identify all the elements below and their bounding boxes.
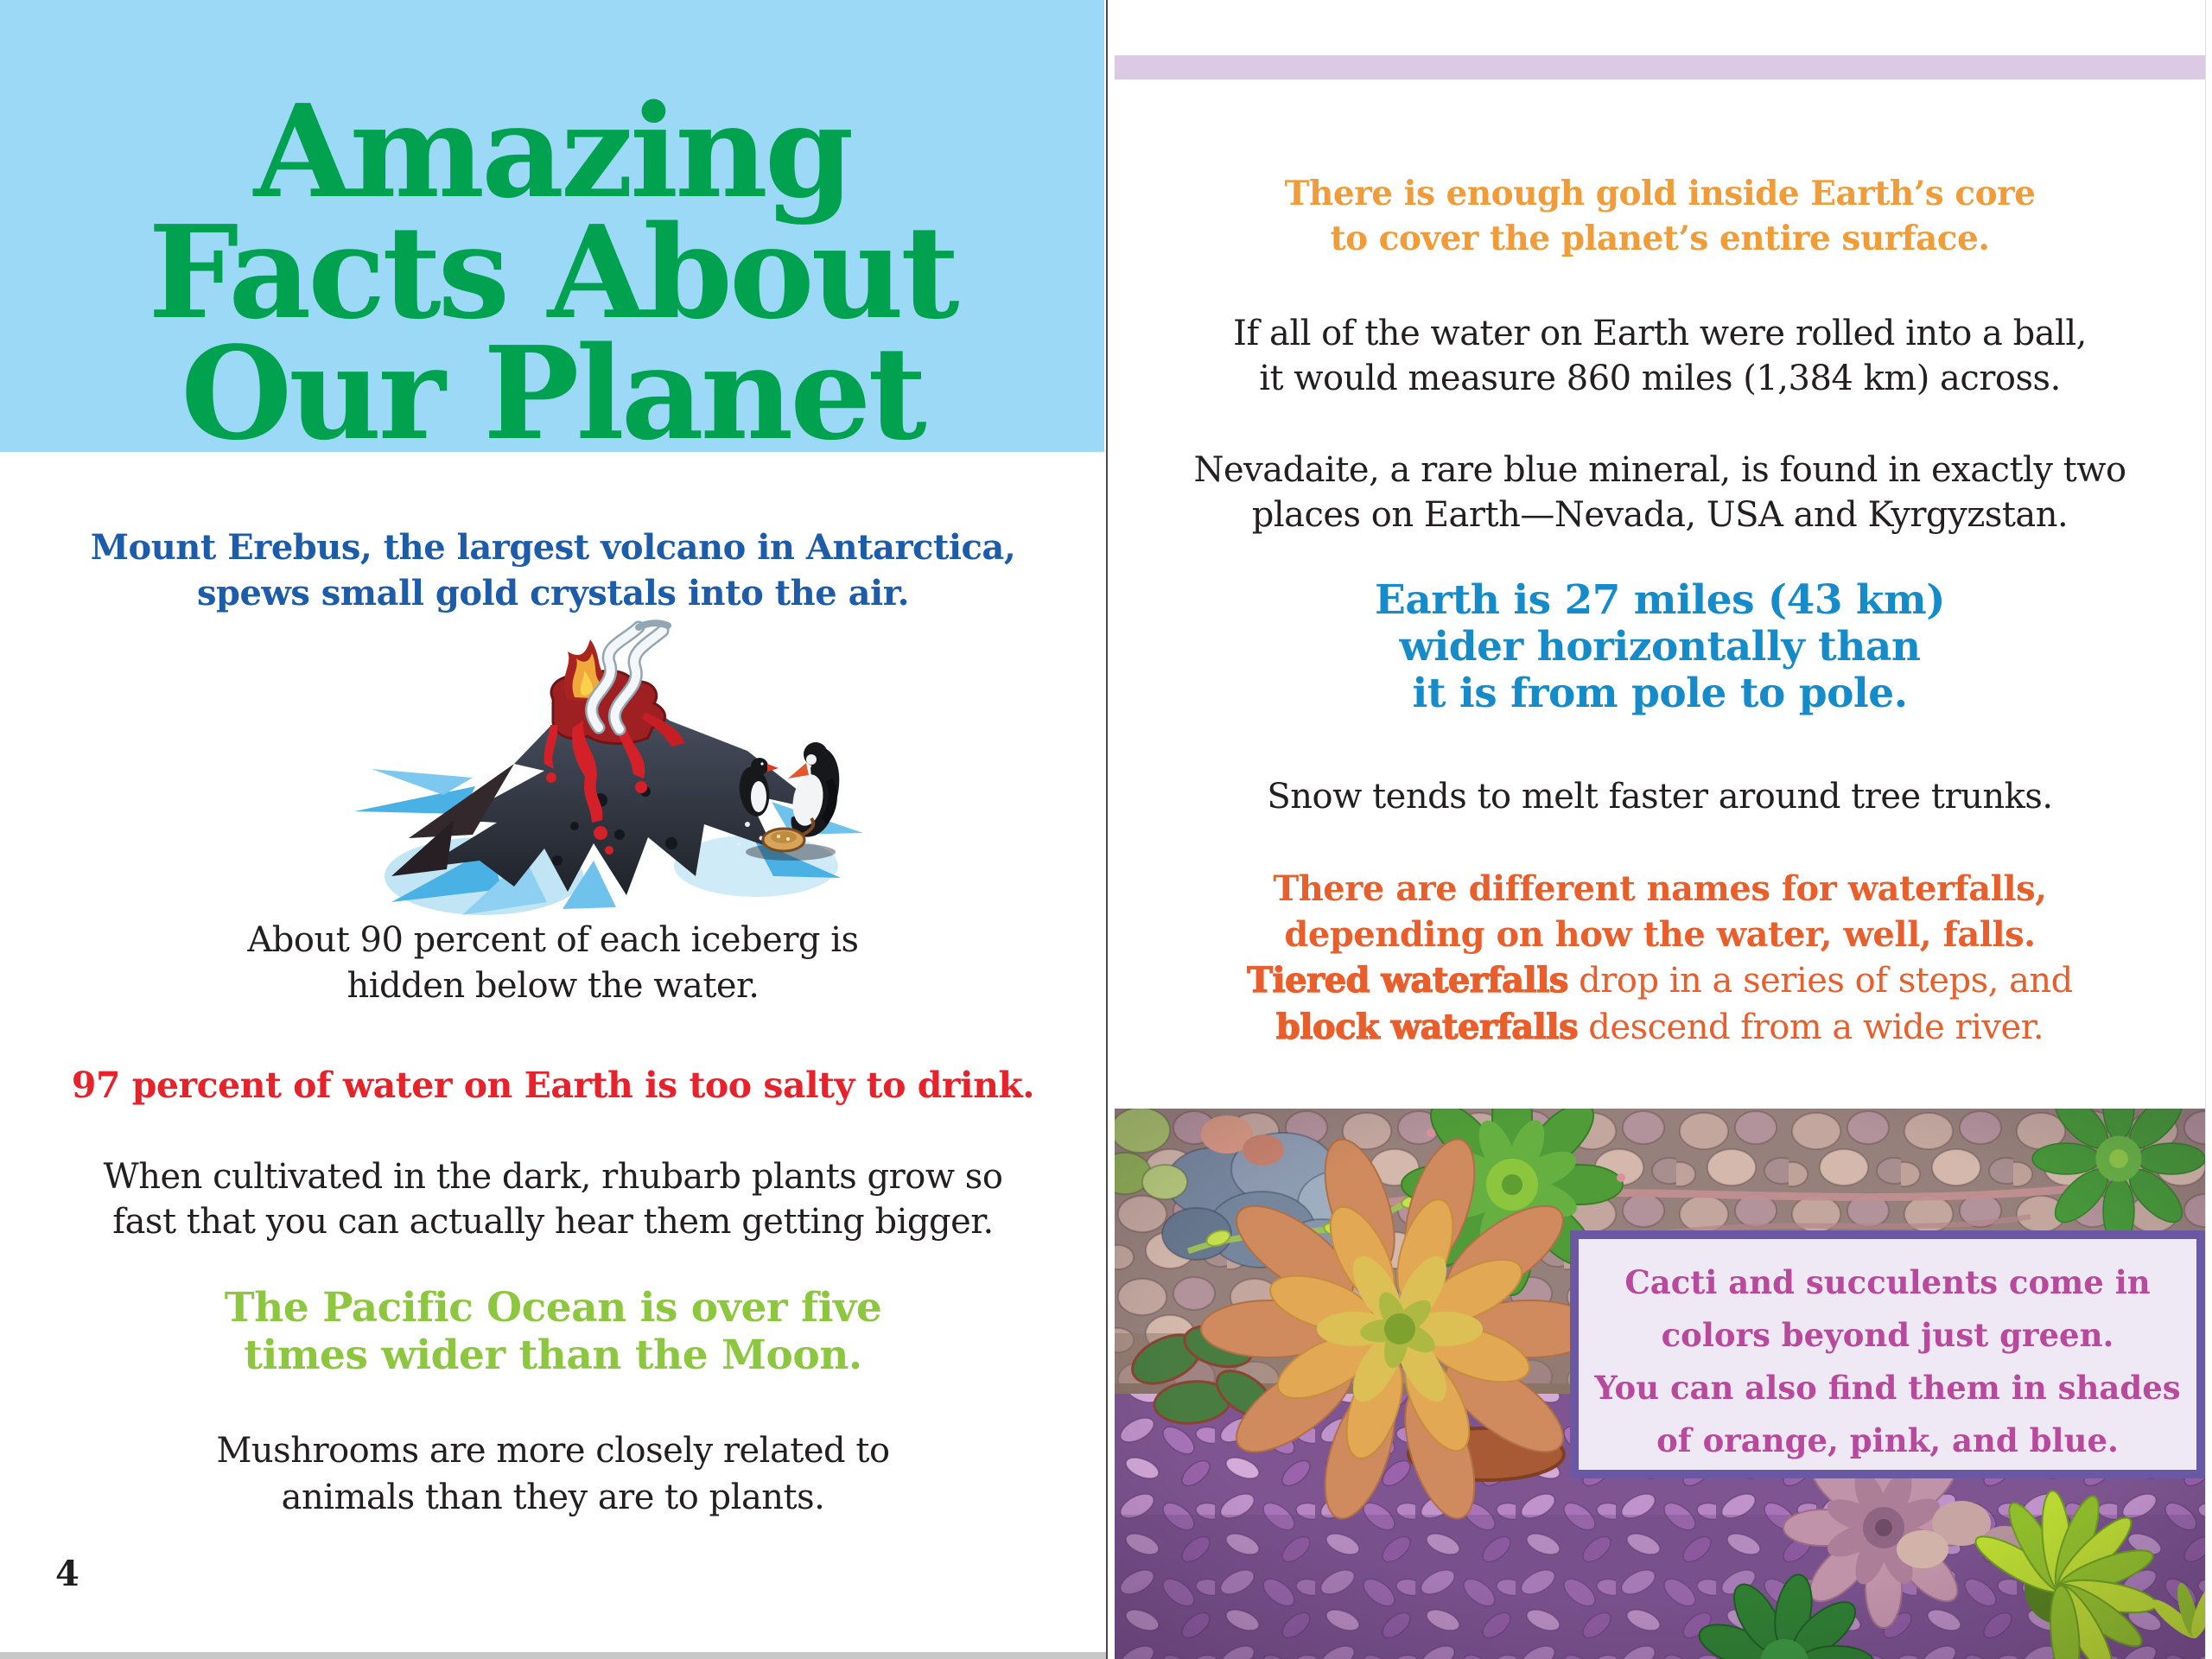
fact-line: There are different names for waterfalls, xyxy=(1273,868,2047,909)
caption-line: Cacti and succulents come in xyxy=(1624,1263,2151,1301)
photo-caption-box xyxy=(1570,1230,2205,1478)
fact-line: Nevadaite, a rare blue mineral, is found in exactly two xyxy=(1193,450,2126,490)
page-right-edge xyxy=(2205,0,2206,1659)
title-line: Our Planet xyxy=(181,318,924,468)
fact-iceberg xyxy=(0,918,1106,1009)
fact-line: animals than they are to plants. xyxy=(281,1478,825,1517)
fact-line: to cover the planet’s entire surface. xyxy=(1330,219,1990,258)
right-page xyxy=(1108,0,2212,1659)
lavender-accent-bar xyxy=(1115,55,2205,79)
fact-mount-erebus xyxy=(0,524,1106,616)
fact-snow-trees: Snow tends to melt faster around tree trunks. xyxy=(1267,777,2053,817)
fact-line-rest: descend from a wide river. xyxy=(1578,1007,2044,1047)
page-bottom-edge xyxy=(0,1652,1107,1659)
fact-line: If all of the water on Earth were rolled into a ball, xyxy=(1233,314,2087,353)
fact-salty-water: 97 percent of water on Earth is too salty to drink. xyxy=(71,1065,1035,1106)
caption-line: You can also find them in shades xyxy=(1594,1369,2181,1407)
fact-mushrooms xyxy=(0,1427,1106,1521)
fact-line xyxy=(1108,1004,2212,1051)
fact-gold-core xyxy=(1108,171,2212,261)
fact-earth-width xyxy=(1108,577,2212,717)
caption-line: colors beyond just green. xyxy=(1661,1316,2114,1354)
fact-line: Earth is 27 miles (43 km) xyxy=(1375,576,1945,624)
fact-line: depending on how the water, well, falls. xyxy=(1284,914,2036,955)
fact-line: it would measure 860 miles (1,384 km) across. xyxy=(1259,359,2061,398)
term-tiered-waterfalls: Tiered waterfalls xyxy=(1247,960,1568,1001)
volcano-illustration-art xyxy=(341,617,877,919)
fact-line: wider horizontally than xyxy=(1399,623,1921,671)
fact-line: hidden below the water. xyxy=(346,966,760,1006)
fact-water-ball xyxy=(1108,311,2212,401)
title-line: Facts About xyxy=(148,197,957,347)
fact-line xyxy=(1108,957,2212,1004)
fact-line: When cultivated in the dark, rhubarb plants grow so xyxy=(103,1157,1003,1197)
volcano-penguins-illustration xyxy=(341,617,877,919)
succulents-photo xyxy=(1115,1109,2205,1659)
page-number: 4 xyxy=(55,1554,79,1594)
fact-nevadaite xyxy=(1108,448,2212,537)
fact-line: places on Earth—Nevada, USA and Kyrgyzstan. xyxy=(1251,495,2069,535)
fact-line: Mushrooms are more closely related to xyxy=(216,1431,890,1471)
fact-line-rest: drop in a series of steps, and xyxy=(1567,961,2073,1001)
fact-pacific-ocean xyxy=(0,1284,1106,1379)
fact-line: The Pacific Ocean is over five xyxy=(224,1284,882,1332)
fact-line: it is from pole to pole. xyxy=(1412,670,1908,717)
page-title xyxy=(0,76,1104,468)
fact-line: times wider than the Moon. xyxy=(244,1332,862,1379)
fact-line: Mount Erebus, the largest volcano in Antarctica, xyxy=(90,527,1016,568)
fact-rhubarb xyxy=(0,1154,1106,1244)
fact-waterfalls xyxy=(1108,866,2212,1051)
title-line: Amazing xyxy=(253,76,851,226)
fact-line: About 90 percent of each iceberg is xyxy=(247,920,859,960)
fact-line: fast that you can actually hear them getting bigger. xyxy=(112,1202,994,1242)
fact-line: spews small gold crystals into the air. xyxy=(196,573,910,613)
fact-line: There is enough gold inside Earth’s core xyxy=(1284,174,2036,213)
caption-line: of orange, pink, and blue. xyxy=(1656,1421,2119,1459)
term-block-waterfalls: block waterfalls xyxy=(1275,1007,1579,1047)
